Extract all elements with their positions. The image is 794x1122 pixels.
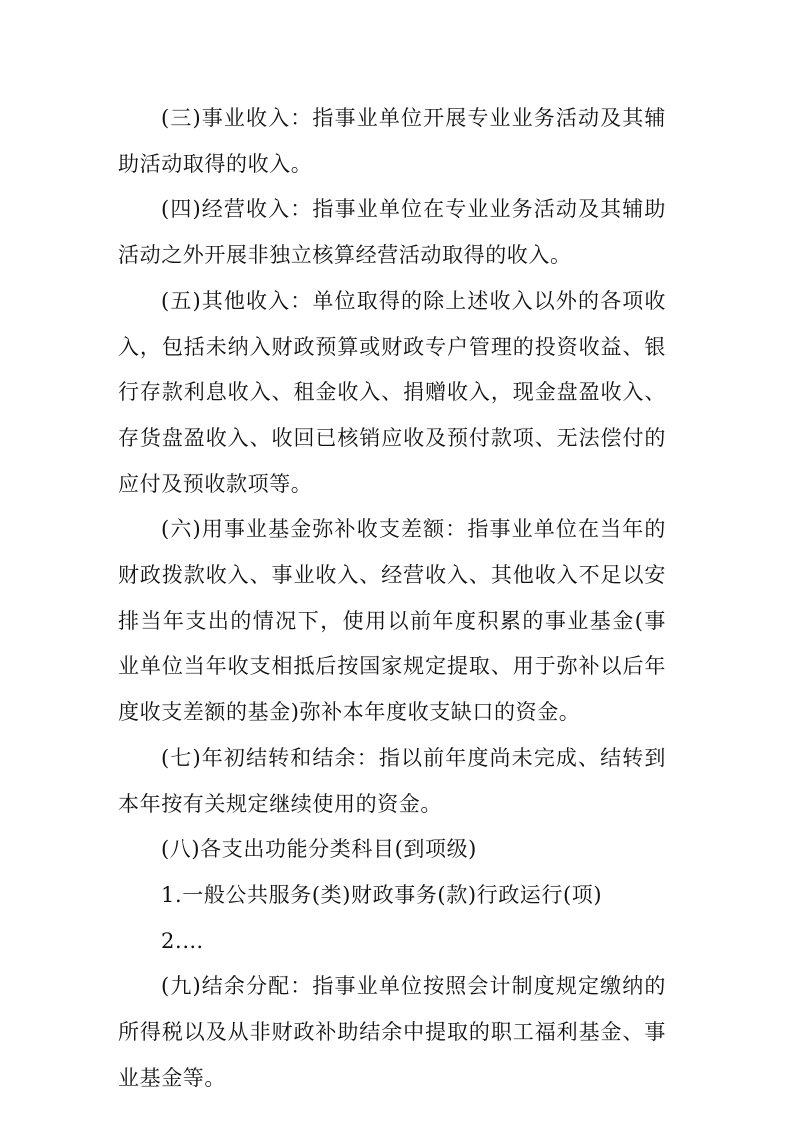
list-item-1: 1.一般公共服务(类)财政事务(款)行政运行(项) [161,882,603,907]
paragraph-operating-income: (四)经营收入：指事业单位在专业业务活动及其辅助活动之外开展非独立核算经营活动取得的收入。 [118,197,666,268]
paragraph-business-income: (三)事业收入：指事业单位开展专业业务活动及其辅助活动取得的收入。 [118,106,666,176]
paragraph-other-income: (五)其他收入：单位取得的除上述收入以外的各项收入，包括未纳入财政预算或财政专户管理的投资收益、银行存款利息收入、租金收入、捐赠收入，现金盘盈收入、存货盘盈收入、收回已核销应收及预付款项、无法偿付的应付及预收款项等。 [118,288,666,496]
paragraph-fund-offset: (六)用事业基金弥补收支差额：指事业单位在当年的财政拨款收入、事业收入、经营收入、其他收入不足以安排当年支出的情况下，使用以前年度积累的事业基金(事业单位当年收支相抵后按国家规定提取、用于弥补以后年度收支差额的基金)弥补本年度收支缺口的资金。 [118,517,666,725]
document-body [118,96,666,1101]
paragraph-surplus-distribution: (九)结余分配：指事业单位按照会计制度规定缴纳的所得税以及从非财政补助结余中提取的职工福利基金、事业基金等。 [118,974,666,1090]
paragraph-expenditure-classification: (八)各支出功能分类科目(到项级) [161,837,477,862]
list-item-2: 2.… [161,928,204,953]
paragraph-carryover: (七)年初结转和结余：指以前年度尚未完成、结转到本年按有关规定继续使用的资金。 [118,745,666,816]
